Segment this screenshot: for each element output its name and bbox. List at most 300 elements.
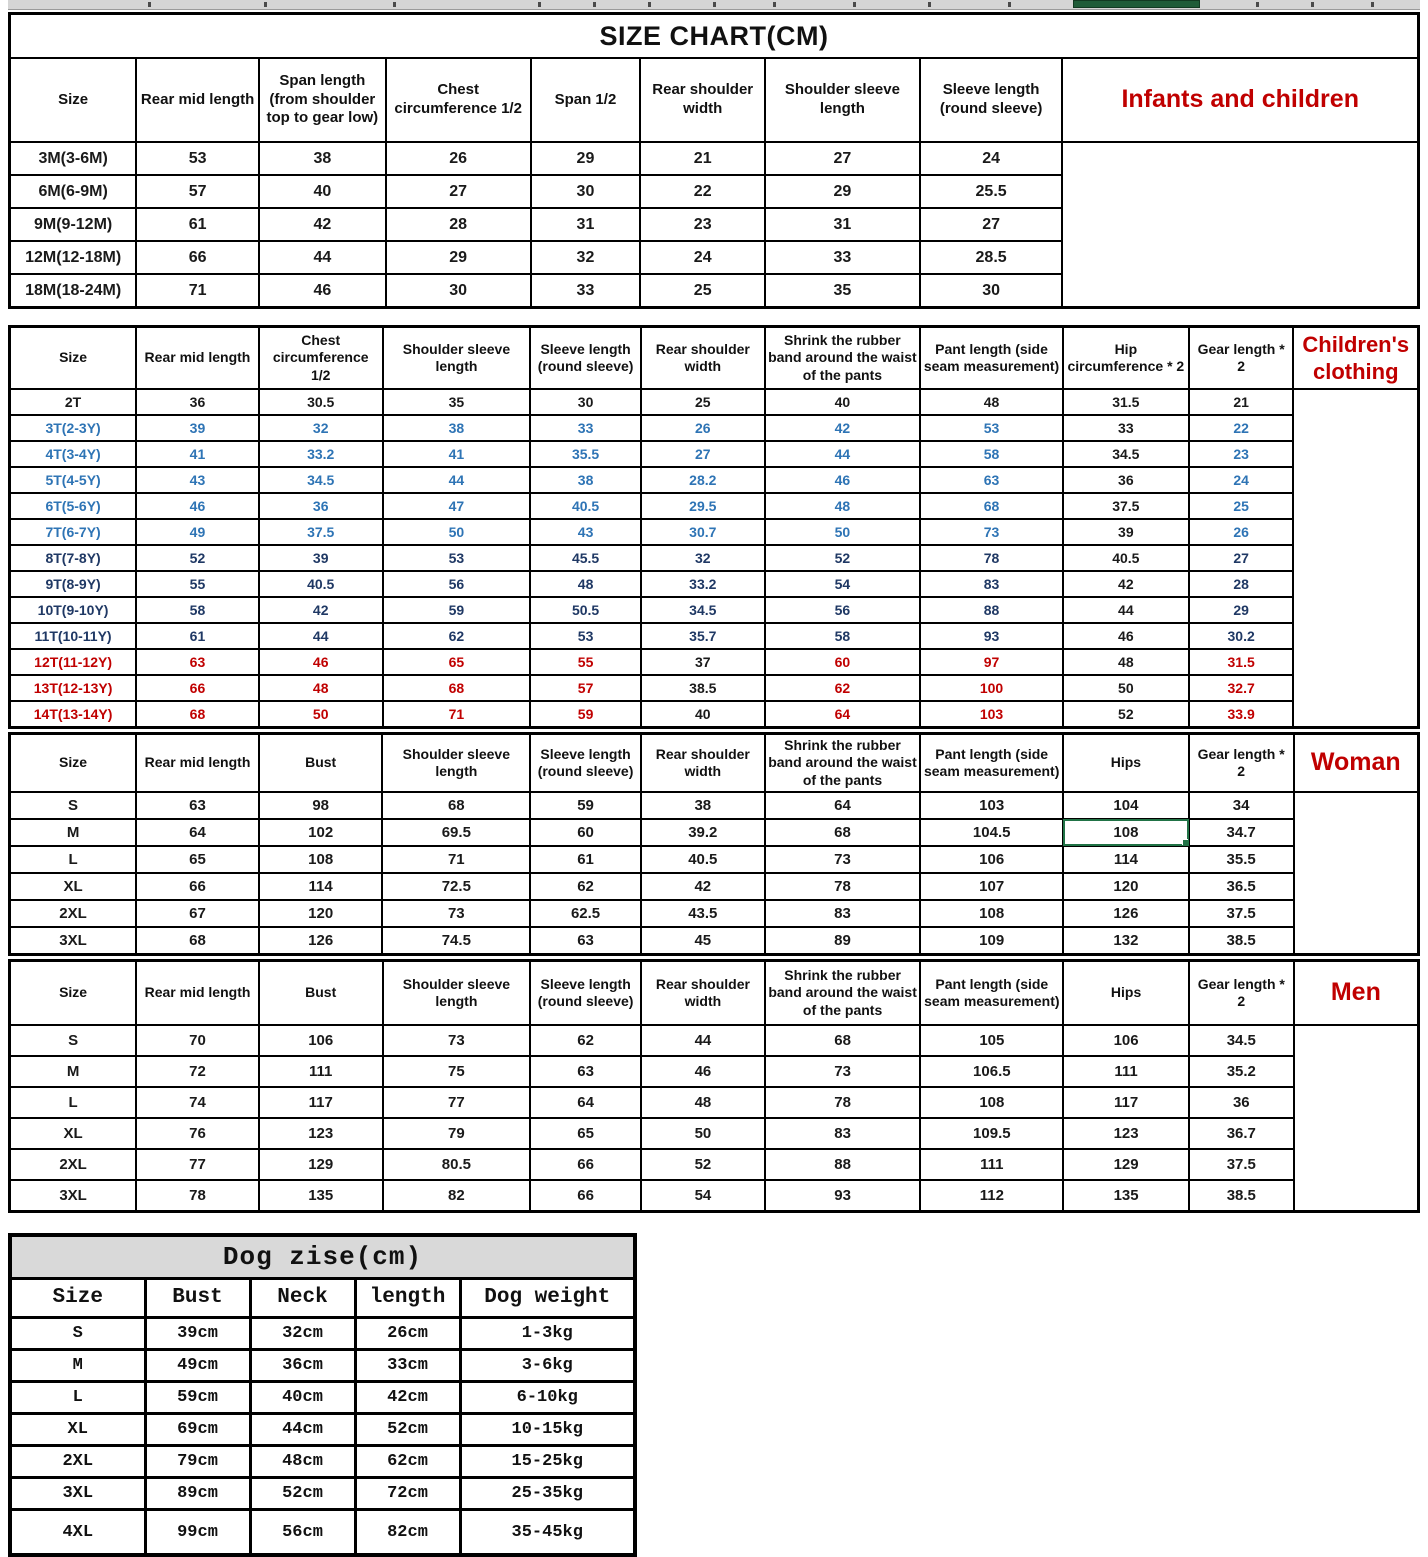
- column-boundary-tick: [713, 2, 716, 7]
- value-cell: 42: [765, 415, 920, 441]
- value-cell: 66: [136, 675, 259, 701]
- header-cell: Neck: [250, 1279, 355, 1318]
- header-row: [10, 58, 1419, 142]
- table-row: [10, 1350, 635, 1382]
- value-cell: 32cm: [250, 1318, 355, 1350]
- value-cell: 57: [530, 675, 641, 701]
- value-cell: 93: [765, 1180, 921, 1212]
- value-cell: 27: [765, 142, 920, 175]
- value-cell: 36: [1189, 1087, 1294, 1118]
- value-cell: 21: [1189, 389, 1294, 415]
- value-cell: 65: [383, 649, 531, 675]
- value-cell: 76: [136, 1118, 259, 1149]
- size-cell: S: [10, 1025, 137, 1056]
- value-cell: 36.5: [1189, 873, 1294, 900]
- column-boundary-tick: [593, 2, 596, 7]
- header-cell: Chest circumference 1/2: [386, 58, 531, 142]
- value-cell: 50: [259, 701, 383, 728]
- value-cell: 31.5: [1063, 389, 1189, 415]
- size-cell: 9M(9-12M): [10, 208, 137, 241]
- value-cell: 49: [136, 519, 259, 545]
- value-cell: 40cm: [250, 1382, 355, 1414]
- spacer: [8, 1213, 1420, 1233]
- size-cell: 18M(18-24M): [10, 274, 137, 308]
- value-cell: 109.5: [920, 1118, 1063, 1149]
- value-cell: 78: [765, 873, 921, 900]
- value-cell: 59: [530, 701, 641, 728]
- table-row: [10, 1056, 1419, 1087]
- header-cell: Rear shoulder width: [641, 734, 765, 793]
- value-cell: 108: [920, 900, 1063, 927]
- value-cell: 40: [765, 389, 920, 415]
- value-cell: 69cm: [145, 1414, 250, 1446]
- size-cell: 12T(11-12Y): [10, 649, 137, 675]
- value-cell: 29: [531, 142, 641, 175]
- header-row: [10, 1279, 635, 1318]
- value-cell: 52cm: [250, 1478, 355, 1510]
- column-boundary-tick: [538, 2, 541, 7]
- value-cell: 38: [383, 415, 531, 441]
- value-cell: 123: [259, 1118, 383, 1149]
- value-cell: 37.5: [259, 519, 383, 545]
- value-cell: 30: [386, 274, 531, 308]
- value-cell: 25: [640, 274, 765, 308]
- value-cell: 48: [259, 675, 383, 701]
- value-cell: 25: [1189, 493, 1294, 519]
- value-cell: 78: [765, 1087, 921, 1118]
- value-cell: 40: [641, 701, 765, 728]
- size-cell: XL: [10, 873, 137, 900]
- value-cell: 44: [383, 467, 531, 493]
- header-cell: Bust: [259, 734, 383, 793]
- value-cell: 108: [1063, 819, 1189, 846]
- value-cell: 93: [920, 623, 1063, 649]
- size-cell: 9T(8-9Y): [10, 571, 137, 597]
- value-cell: 40.5: [1063, 545, 1189, 571]
- table-row: [10, 545, 1419, 571]
- value-cell: 21: [640, 142, 765, 175]
- size-cell: M: [10, 819, 137, 846]
- value-cell: 66: [136, 873, 259, 900]
- value-cell: 53: [383, 545, 531, 571]
- table-row: [10, 389, 1419, 415]
- column-boundary-tick: [1008, 2, 1011, 7]
- value-cell: 71: [136, 274, 259, 308]
- value-cell: 70: [136, 1025, 259, 1056]
- value-cell: 50: [1063, 675, 1189, 701]
- value-cell: 123: [1063, 1118, 1189, 1149]
- value-cell: 44: [1063, 597, 1189, 623]
- group-label-men: Men: [1294, 961, 1419, 1026]
- header-cell: Rear mid length: [136, 58, 259, 142]
- table-row: [10, 1478, 635, 1510]
- table-title: Dog zise(cm): [10, 1235, 635, 1279]
- value-cell: 63: [136, 792, 259, 819]
- value-cell: 33: [765, 241, 920, 274]
- column-boundary-tick: [264, 2, 267, 7]
- value-cell: 34.5: [1063, 441, 1189, 467]
- value-cell: 62: [383, 623, 531, 649]
- value-cell: 15-25kg: [460, 1446, 635, 1478]
- value-cell: 69.5: [382, 819, 530, 846]
- header-row: [10, 734, 1419, 793]
- value-cell: 129: [259, 1149, 383, 1180]
- table-title-row: [10, 1235, 635, 1279]
- value-cell: 73: [765, 1056, 921, 1087]
- value-cell: 74: [136, 1087, 259, 1118]
- header-cell: Shoulder sleeve length: [382, 734, 530, 793]
- value-cell: 43: [136, 467, 259, 493]
- value-cell: 54: [765, 571, 920, 597]
- value-cell: 68: [383, 675, 531, 701]
- value-cell: 35.5: [1189, 846, 1294, 873]
- value-cell: 33: [531, 274, 641, 308]
- value-cell: 61: [136, 623, 259, 649]
- value-cell: 61: [136, 208, 259, 241]
- value-cell: 48: [765, 493, 920, 519]
- value-cell: 56: [765, 597, 920, 623]
- value-cell: 38.5: [641, 675, 765, 701]
- header-cell: Bust: [145, 1279, 250, 1318]
- value-cell: 53: [530, 623, 641, 649]
- table-row: [10, 1382, 635, 1414]
- column-boundary-tick: [853, 2, 856, 7]
- value-cell: 106.5: [920, 1056, 1063, 1087]
- value-cell: 31.5: [1189, 649, 1294, 675]
- column-boundary-tick: [393, 2, 396, 7]
- value-cell: 36: [259, 493, 383, 519]
- column-boundary-tick: [773, 2, 776, 7]
- value-cell: 55: [136, 571, 259, 597]
- value-cell: 22: [640, 175, 765, 208]
- group-label-children: Children's clothing: [1293, 327, 1418, 390]
- value-cell: 66: [136, 241, 259, 274]
- value-cell: 32: [531, 241, 641, 274]
- value-cell: 38: [530, 467, 641, 493]
- table-row: [10, 675, 1419, 701]
- value-cell: 106: [259, 1025, 383, 1056]
- value-cell: 62: [530, 873, 641, 900]
- value-cell: 77: [383, 1087, 531, 1118]
- table-row: [10, 142, 1419, 175]
- value-cell: 36: [136, 389, 259, 415]
- value-cell: 52: [136, 545, 259, 571]
- value-cell: 120: [1063, 873, 1189, 900]
- table-row: [10, 819, 1419, 846]
- value-cell: 103: [920, 701, 1063, 728]
- header-cell: Size: [10, 58, 137, 142]
- header-cell: Size: [10, 327, 137, 390]
- header-cell: Chest circumference 1/2: [259, 327, 383, 390]
- value-cell: 33.2: [259, 441, 383, 467]
- value-cell: 39: [136, 415, 259, 441]
- header-cell: Sleeve length (round sleeve): [530, 327, 641, 390]
- header-cell: Size: [10, 1279, 145, 1318]
- value-cell: 30: [531, 175, 641, 208]
- table-row: [10, 846, 1419, 873]
- table-row: [10, 1087, 1419, 1118]
- size-cell: 3XL: [10, 1478, 145, 1510]
- value-cell: 3-6kg: [460, 1350, 635, 1382]
- value-cell: 126: [1063, 900, 1189, 927]
- value-cell: 68: [765, 819, 921, 846]
- header-cell: Rear mid length: [136, 327, 259, 390]
- size-cell: 2XL: [10, 1446, 145, 1478]
- header-cell: Gear length * 2: [1189, 961, 1294, 1026]
- value-cell: 64: [765, 792, 921, 819]
- value-cell: 62cm: [355, 1446, 460, 1478]
- women-size-table: [8, 732, 1420, 956]
- value-cell: 46: [259, 649, 383, 675]
- table-row: [10, 1025, 1419, 1056]
- value-cell: 10-15kg: [460, 1414, 635, 1446]
- column-boundary-tick: [1311, 2, 1314, 7]
- header-cell: Hips: [1063, 961, 1189, 1026]
- value-cell: 29: [1189, 597, 1294, 623]
- value-cell: 72: [136, 1056, 259, 1087]
- table-row: [10, 900, 1419, 927]
- value-cell: 114: [1063, 846, 1189, 873]
- value-cell: 34.7: [1189, 819, 1294, 846]
- value-cell: 98: [259, 792, 383, 819]
- value-cell: 35: [765, 274, 920, 308]
- value-cell: 78: [920, 545, 1063, 571]
- value-cell: 56cm: [250, 1510, 355, 1556]
- size-cell: S: [10, 1318, 145, 1350]
- value-cell: 48: [1063, 649, 1189, 675]
- value-cell: 63: [530, 1056, 641, 1087]
- value-cell: 88: [765, 1149, 921, 1180]
- value-cell: 30.2: [1189, 623, 1294, 649]
- value-cell: 50: [383, 519, 531, 545]
- header-cell: Shoulder sleeve length: [383, 961, 531, 1026]
- value-cell: 37: [641, 649, 765, 675]
- value-cell: 27: [386, 175, 531, 208]
- value-cell: 27: [920, 208, 1063, 241]
- size-cell: 3T(2-3Y): [10, 415, 137, 441]
- value-cell: 83: [765, 900, 921, 927]
- value-cell: 44cm: [250, 1414, 355, 1446]
- table-title: SIZE CHART(CM): [10, 14, 1419, 59]
- table-row: [10, 927, 1419, 955]
- value-cell: 52: [1063, 701, 1189, 728]
- header-cell: length: [355, 1279, 460, 1318]
- value-cell: 23: [640, 208, 765, 241]
- value-cell: 46: [765, 467, 920, 493]
- value-cell: 33: [1063, 415, 1189, 441]
- value-cell: 52: [765, 545, 920, 571]
- value-cell: 30: [530, 389, 641, 415]
- value-cell: 68: [920, 493, 1063, 519]
- value-cell: 88: [920, 597, 1063, 623]
- value-cell: 72.5: [382, 873, 530, 900]
- value-cell: 37.5: [1189, 1149, 1294, 1180]
- size-cell: 12M(12-18M): [10, 241, 137, 274]
- value-cell: 63: [136, 649, 259, 675]
- value-cell: 64: [136, 819, 259, 846]
- value-cell: 73: [382, 900, 530, 927]
- header-cell: Pant length (side seam measurement): [920, 327, 1063, 390]
- value-cell: 78: [136, 1180, 259, 1212]
- table-row: [10, 1318, 635, 1350]
- size-cell: 5T(4-5Y): [10, 467, 137, 493]
- value-cell: 105: [920, 1025, 1063, 1056]
- value-cell: 65: [530, 1118, 641, 1149]
- header-cell: Shoulder sleeve length: [383, 327, 531, 390]
- value-cell: 37.5: [1063, 493, 1189, 519]
- size-cell: 2XL: [10, 1149, 137, 1180]
- value-cell: 33.9: [1189, 701, 1294, 728]
- header-row: [10, 961, 1419, 1026]
- value-cell: 50.5: [530, 597, 641, 623]
- value-cell: 68: [765, 1025, 921, 1056]
- value-cell: 36cm: [250, 1350, 355, 1382]
- value-cell: 52: [641, 1149, 765, 1180]
- value-cell: 48: [920, 389, 1063, 415]
- header-cell: Rear shoulder width: [641, 961, 765, 1026]
- value-cell: 55: [530, 649, 641, 675]
- size-cell: M: [10, 1056, 137, 1087]
- value-cell: 77: [136, 1149, 259, 1180]
- value-cell: 29: [386, 241, 531, 274]
- value-cell: 33: [530, 415, 641, 441]
- value-cell: 43.5: [641, 900, 765, 927]
- value-cell: 28: [386, 208, 531, 241]
- value-cell: 24: [640, 241, 765, 274]
- value-cell: 82: [383, 1180, 531, 1212]
- value-cell: 111: [920, 1149, 1063, 1180]
- value-cell: 40: [259, 175, 386, 208]
- value-cell: 38: [641, 792, 765, 819]
- value-cell: 59cm: [145, 1382, 250, 1414]
- size-cell: 10T(9-10Y): [10, 597, 137, 623]
- value-cell: 30: [920, 274, 1063, 308]
- size-cell: 3M(3-6M): [10, 142, 137, 175]
- value-cell: 25.5: [920, 175, 1063, 208]
- value-cell: 62: [530, 1025, 641, 1056]
- value-cell: 60: [530, 819, 641, 846]
- value-cell: 111: [259, 1056, 383, 1087]
- value-cell: 38.5: [1189, 927, 1294, 955]
- value-cell: 29: [765, 175, 920, 208]
- table-row: [10, 175, 1419, 208]
- value-cell: 73: [383, 1025, 531, 1056]
- value-cell: 63: [920, 467, 1063, 493]
- value-cell: 109: [920, 927, 1063, 955]
- value-cell: 99cm: [145, 1510, 250, 1556]
- header-cell: Gear length * 2: [1189, 734, 1294, 793]
- infants-size-table: [8, 12, 1420, 309]
- value-cell: 53: [920, 415, 1063, 441]
- value-cell: 66: [530, 1149, 641, 1180]
- value-cell: 89cm: [145, 1478, 250, 1510]
- men-size-table: [8, 959, 1420, 1213]
- value-cell: 35-45kg: [460, 1510, 635, 1556]
- column-boundary-tick: [928, 2, 931, 7]
- table-row: [10, 1510, 635, 1556]
- value-cell: 106: [920, 846, 1063, 873]
- value-cell: 33.2: [641, 571, 765, 597]
- value-cell: 26: [1189, 519, 1294, 545]
- value-cell: 30.5: [259, 389, 383, 415]
- value-cell: 32: [259, 415, 383, 441]
- value-cell: 57: [136, 175, 259, 208]
- size-cell: XL: [10, 1118, 137, 1149]
- value-cell: 79cm: [145, 1446, 250, 1478]
- value-cell: 22: [1189, 415, 1294, 441]
- table-row: [10, 623, 1419, 649]
- value-cell: 24: [920, 142, 1063, 175]
- header-cell: Hip circumference * 2: [1063, 327, 1189, 390]
- value-cell: 49cm: [145, 1350, 250, 1382]
- size-cell: 3XL: [10, 1180, 137, 1212]
- value-cell: 39.2: [641, 819, 765, 846]
- value-cell: 52cm: [355, 1414, 460, 1446]
- value-cell: 28.2: [641, 467, 765, 493]
- value-cell: 28: [1189, 571, 1294, 597]
- value-cell: 35.5: [530, 441, 641, 467]
- header-cell: Rear shoulder width: [640, 58, 765, 142]
- header-cell: Pant length (side seam measurement): [920, 961, 1063, 1026]
- value-cell: 68: [382, 792, 530, 819]
- value-cell: 32: [641, 545, 765, 571]
- value-cell: 104: [1063, 792, 1189, 819]
- value-cell: 114: [259, 873, 383, 900]
- value-cell: 132: [1063, 927, 1189, 955]
- value-cell: 48: [641, 1087, 765, 1118]
- value-cell: 44: [641, 1025, 765, 1056]
- table-row: [10, 1149, 1419, 1180]
- value-cell: 42: [259, 208, 386, 241]
- table-title-row: [10, 14, 1419, 59]
- value-cell: 126: [259, 927, 383, 955]
- value-cell: 45.5: [530, 545, 641, 571]
- header-cell: Rear shoulder width: [641, 327, 765, 390]
- size-cell: L: [10, 1087, 137, 1118]
- value-cell: 29.5: [641, 493, 765, 519]
- value-cell: 68: [136, 927, 259, 955]
- value-cell: 53: [136, 142, 259, 175]
- value-cell: 66: [530, 1180, 641, 1212]
- value-cell: 26cm: [355, 1318, 460, 1350]
- value-cell: 108: [259, 846, 383, 873]
- header-cell: Size: [10, 734, 137, 793]
- size-cell: 4T(3-4Y): [10, 441, 137, 467]
- table-row: [10, 441, 1419, 467]
- value-cell: 50: [641, 1118, 765, 1149]
- value-cell: 74.5: [382, 927, 530, 955]
- value-cell: 23: [1189, 441, 1294, 467]
- value-cell: 42cm: [355, 1382, 460, 1414]
- value-cell: 50: [765, 519, 920, 545]
- value-cell: 48cm: [250, 1446, 355, 1478]
- value-cell: 35.2: [1189, 1056, 1294, 1087]
- table-row: [10, 1180, 1419, 1212]
- value-cell: 107: [920, 873, 1063, 900]
- value-cell: 83: [920, 571, 1063, 597]
- value-cell: 65: [136, 846, 259, 873]
- value-cell: 25-35kg: [460, 1478, 635, 1510]
- header-cell: Hips: [1063, 734, 1189, 793]
- table-row: [10, 493, 1419, 519]
- value-cell: 36.7: [1189, 1118, 1294, 1149]
- size-cell: 4XL: [10, 1510, 145, 1556]
- value-cell: 64: [765, 701, 920, 728]
- value-cell: 34: [1189, 792, 1294, 819]
- size-cell: M: [10, 1350, 145, 1382]
- table-row: [10, 792, 1419, 819]
- value-cell: 44: [765, 441, 920, 467]
